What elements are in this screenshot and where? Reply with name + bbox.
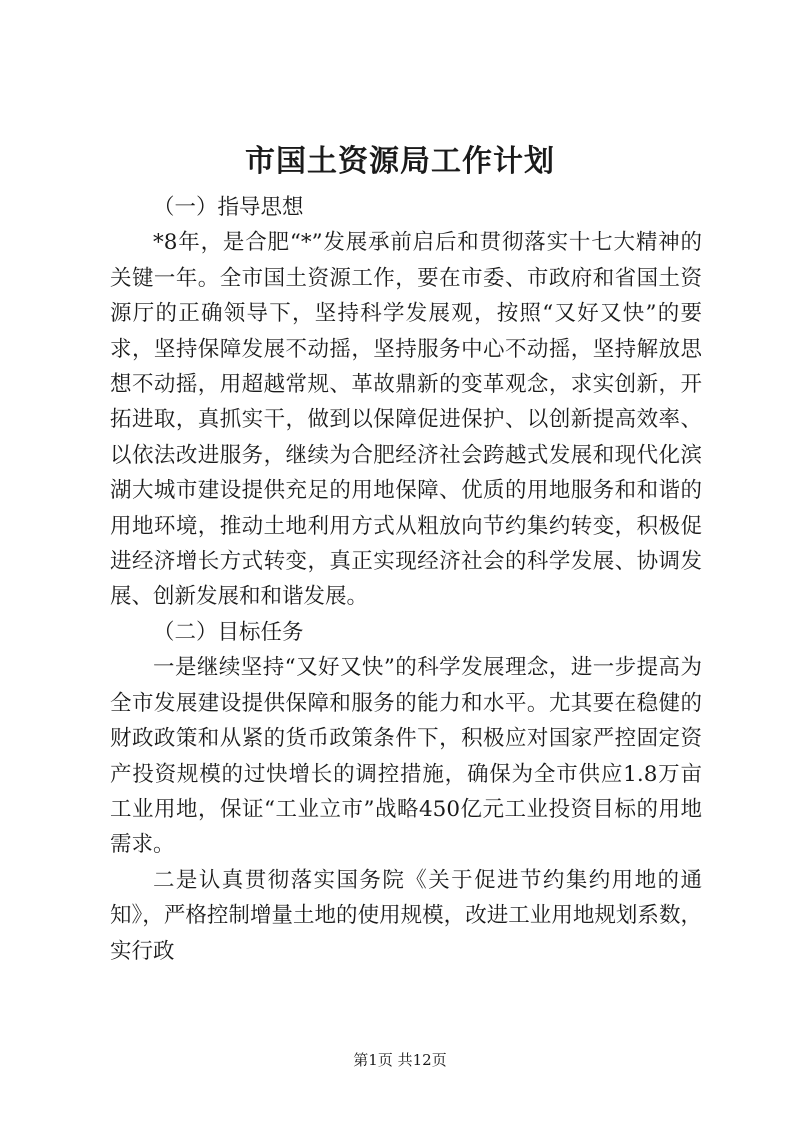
paragraph: 一是继续坚持“又好又快”的科学发展理念，进一步提高为全市发展建设提供保障和服务的能力和水平。尤其要在稳健的财政政策和从紧的货币政策条件下，积极应对国家严控固定资产投资规模的过快增长的调控措施，确保为全市供应1.8万亩工业用地，保证“工业立市”战略450亿元工业投资目标的用地需求。	[110, 655, 702, 858]
page-footer: 第1页 共12页	[353, 1051, 447, 1069]
section-heading-goals-tasks: （二）目标任务	[153, 619, 304, 645]
document-body	[110, 190, 702, 969]
document-title: 市国土资源局工作计划	[245, 144, 555, 179]
paragraph: 二是认真贯彻落实国务院《关于促进节约集约用地的通知》，严格控制增量土地的使用规模，改进工业用地规划系数，实行政	[110, 867, 702, 964]
paragraph: *8年，是合肥“*”发展承前启后和贯彻落实十七大精神的关键一年。全市国土资源工作，要在市委、市政府和省国土资源厅的正确领导下，坚持科学发展观，按照“又好又快”的要求，坚持保障发展不动摇，坚持服务中心不动摇，坚持解放思想不动摇，用超越常规、革故鼎新的变革观念，求实创新，开拓进取，真抓实干，做到以保障促进保护、以创新提高效率、以依法改进服务，继续为合肥经济社会跨越式发展和现代化滨湖大城市建设提供充足的用地保障、优质的用地服务和和谐的用地环境，推动土地利用方式从粗放向节约集约转变，积极促进经济增长方式转变，真正实现经济社会的科学发展、协调发展、创新发展和和谐发展。	[110, 230, 702, 610]
section-heading-guiding-ideology: （一）指导思想	[153, 195, 304, 220]
